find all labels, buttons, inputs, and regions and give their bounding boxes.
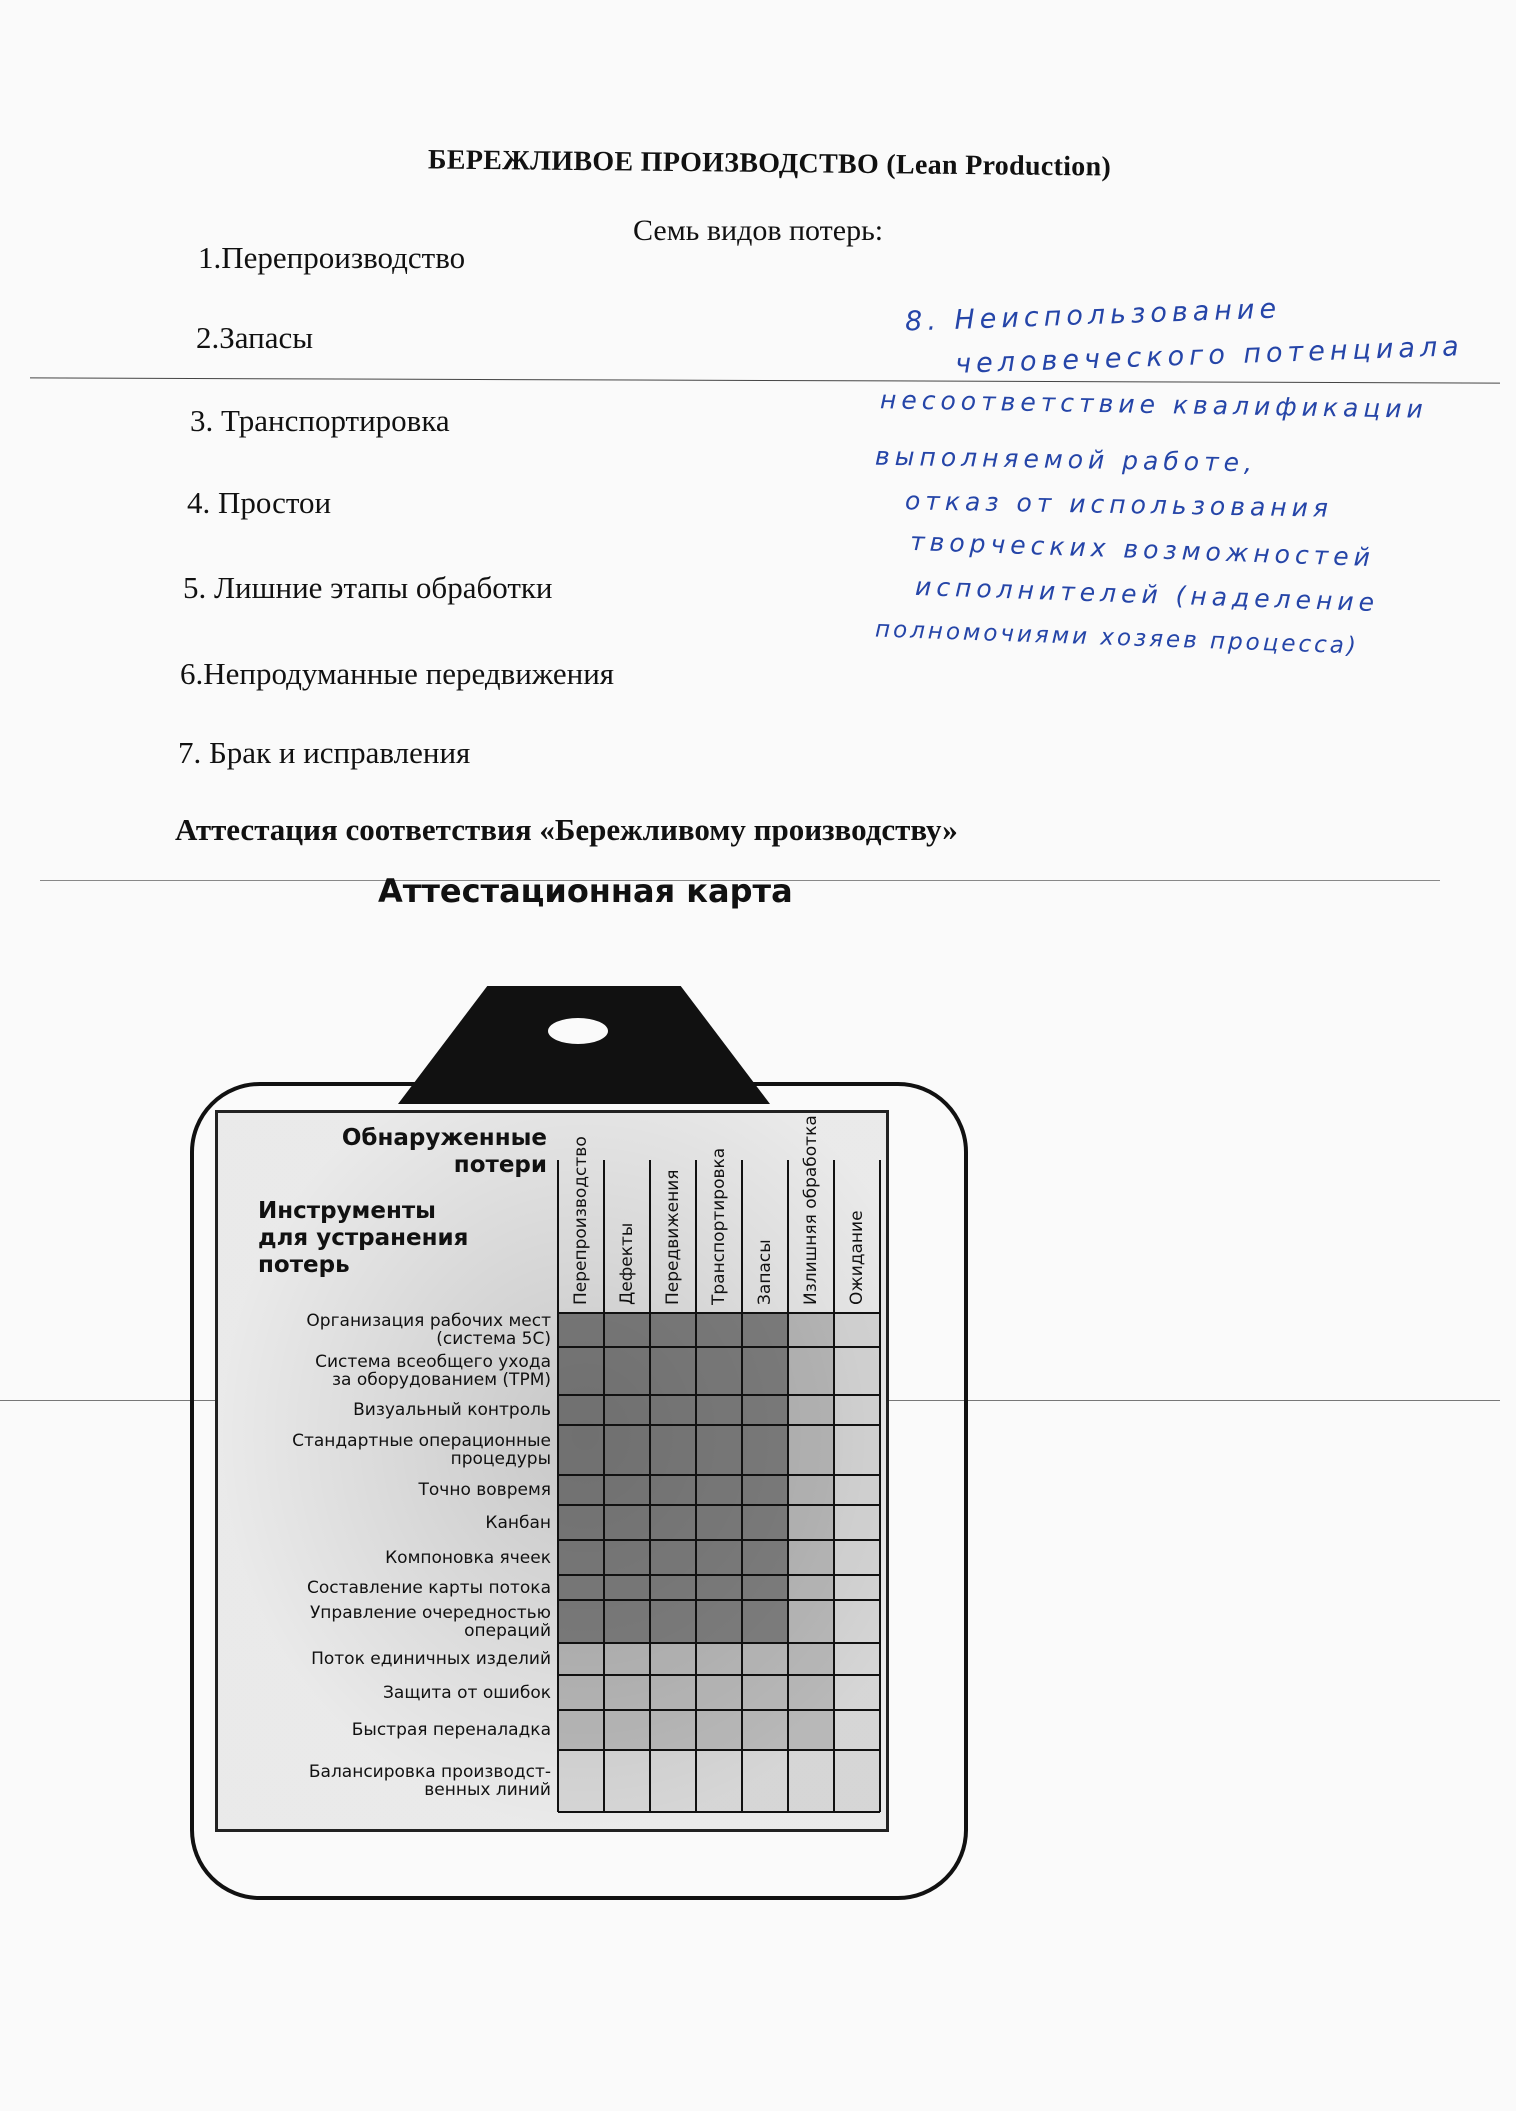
grid-cell — [834, 1425, 880, 1475]
grid-cell — [742, 1600, 788, 1643]
waste-item: 6.Непродуманные передвижения — [180, 656, 615, 691]
column-header: Излишняя обработка — [801, 1115, 821, 1305]
grid-cell — [742, 1575, 788, 1600]
tools-label-line: для устранения — [258, 1225, 469, 1251]
grid-cell — [558, 1540, 604, 1575]
waste-item: 3. Транспортировка — [190, 403, 450, 438]
grid-cell — [834, 1710, 880, 1750]
tool-row-label-line: Защита от ошибок — [383, 1682, 551, 1703]
grid-cell — [650, 1750, 696, 1812]
tool-row-label-line: Визуальный контроль — [353, 1400, 551, 1420]
grid-cell — [604, 1505, 650, 1540]
tool-row-label-line: венных линий — [424, 1780, 551, 1800]
grid-cell — [604, 1475, 650, 1505]
tool-row-label-line: Точно вовремя — [418, 1480, 551, 1500]
grid-cell — [834, 1505, 880, 1540]
grid-cell — [604, 1347, 650, 1395]
tool-row-label-line: за оборудованием (ТРМ) — [331, 1370, 551, 1390]
grid-cell — [696, 1710, 742, 1750]
grid-cell — [558, 1710, 604, 1750]
handwritten-line: исполнителей (наделение — [914, 571, 1380, 618]
tool-row-label-line: Канбан — [485, 1512, 551, 1533]
document-subtitle: Семь видов потерь: — [633, 214, 884, 247]
grid-cell — [650, 1347, 696, 1395]
grid-cell — [742, 1475, 788, 1505]
grid-cell — [696, 1395, 742, 1425]
grid-cell — [742, 1643, 788, 1675]
grid-cell — [604, 1395, 650, 1425]
grid-cell — [742, 1710, 788, 1750]
grid-cell — [788, 1710, 834, 1750]
grid-cell — [650, 1600, 696, 1643]
grid-cell — [742, 1313, 788, 1347]
grid-cell — [834, 1395, 880, 1425]
wastes-label-line: Обнаруженные — [341, 1125, 547, 1151]
grid-cell — [788, 1643, 834, 1675]
grid-cell — [834, 1750, 880, 1812]
grid-cell — [558, 1750, 604, 1812]
grid-cell — [834, 1475, 880, 1505]
grid-cell — [788, 1505, 834, 1540]
grid-cell — [604, 1750, 650, 1812]
grid-cell — [834, 1313, 880, 1347]
column-header: Ожидание — [847, 1210, 867, 1305]
grid-cell — [788, 1347, 834, 1395]
grid-cell — [558, 1475, 604, 1505]
tools-label-line: потерь — [258, 1252, 350, 1278]
grid-cell — [788, 1425, 834, 1475]
grid-cell — [696, 1505, 742, 1540]
grid-cell — [742, 1505, 788, 1540]
grid-cell — [604, 1425, 650, 1475]
tool-row-label-line: Система всеобщего ухода — [315, 1352, 551, 1372]
grid-cell — [558, 1575, 604, 1600]
tool-row-label-line: процедуры — [450, 1449, 551, 1469]
grid-cell — [558, 1313, 604, 1347]
grid-cell — [604, 1710, 650, 1750]
attestation-heading: Аттестация соответствия «Бережливому производству» — [175, 812, 958, 847]
grid-cell — [558, 1600, 604, 1643]
handwritten-line: выполняемой работе, — [874, 441, 1258, 478]
grid-cell — [696, 1750, 742, 1812]
grid-cell — [788, 1395, 834, 1425]
tool-row-label-line: (система 5С) — [436, 1329, 551, 1349]
grid-cell — [696, 1600, 742, 1643]
grid-cell — [650, 1395, 696, 1425]
tool-row-label-line: Поток единичных изделий — [311, 1649, 551, 1669]
tools-label-line: Инструменты — [258, 1198, 436, 1224]
handwritten-line: отказ от использования — [904, 486, 1334, 523]
grid-cell — [696, 1347, 742, 1395]
grid-cell — [650, 1710, 696, 1750]
grid-cell — [650, 1313, 696, 1347]
grid-cell — [834, 1540, 880, 1575]
tool-row-label-line: Компоновка ячеек — [385, 1547, 551, 1568]
grid-cell — [788, 1540, 834, 1575]
waste-item: 2.Запасы — [196, 320, 314, 355]
grid-cell — [696, 1675, 742, 1710]
grid-cell — [650, 1575, 696, 1600]
waste-item: 5. Лишние этапы обработки — [183, 570, 553, 605]
grid-cell — [788, 1675, 834, 1710]
grid-cell — [650, 1475, 696, 1505]
grid-cell — [604, 1575, 650, 1600]
grid-cell — [558, 1643, 604, 1675]
grid-cell — [558, 1505, 604, 1540]
grid-cell — [604, 1675, 650, 1710]
card-title: Аттестационная карта — [378, 872, 793, 910]
grid-cell — [742, 1750, 788, 1812]
grid-cell — [604, 1600, 650, 1643]
column-header: Перепроизводство — [571, 1136, 591, 1305]
grid-cell — [558, 1395, 604, 1425]
grid-cell — [742, 1395, 788, 1425]
handwritten-line: несоответствие квалификации — [879, 385, 1429, 424]
column-header: Передвижения — [663, 1169, 683, 1305]
grid-cell — [742, 1675, 788, 1710]
tool-row-label-line: Быстрая переналадка — [351, 1720, 551, 1740]
column-header: Запасы — [755, 1239, 775, 1305]
grid-cell — [788, 1313, 834, 1347]
column-header: Транспортировка — [709, 1147, 729, 1305]
grid-cell — [650, 1505, 696, 1540]
grid-cell — [696, 1575, 742, 1600]
grid-cell — [650, 1675, 696, 1710]
grid-cell — [834, 1643, 880, 1675]
grid-cell — [834, 1600, 880, 1643]
grid-cell — [650, 1540, 696, 1575]
grid-cell — [788, 1600, 834, 1643]
tool-row-label-line: операций — [464, 1620, 551, 1641]
handwritten-line: 8. Неиспользование — [904, 293, 1282, 338]
grid-cell — [696, 1475, 742, 1505]
handwritten-line: творческих возможностей — [909, 526, 1376, 573]
grid-cell — [742, 1347, 788, 1395]
handwritten-line: человеческого потенциала — [954, 331, 1465, 380]
column-header: Дефекты — [617, 1222, 637, 1305]
grid-cell — [788, 1475, 834, 1505]
tool-row-label-line: Управление очередностью — [309, 1602, 551, 1623]
grid-cell — [834, 1675, 880, 1710]
grid-cell — [604, 1313, 650, 1347]
waste-item: 1.Перепроизводство — [198, 240, 466, 275]
document-title: БЕРЕЖЛИВОЕ ПРОИЗВОДСТВО (Lean Production) — [427, 144, 1112, 183]
grid-cell — [696, 1643, 742, 1675]
grid-cell — [558, 1425, 604, 1475]
wastes-label-line: потери — [453, 1152, 547, 1178]
grid-cell — [742, 1540, 788, 1575]
grid-cell — [834, 1347, 880, 1395]
grid-cell — [788, 1575, 834, 1600]
grid-cell — [742, 1425, 788, 1475]
grid-cell — [696, 1425, 742, 1475]
waste-item: 7. Брак и исправления — [178, 735, 471, 770]
tool-row-label-line: Организация рабочих мест — [306, 1311, 551, 1331]
waste-item: 4. Простои — [187, 485, 332, 520]
tool-row-label-line: Составление карты потока — [306, 1577, 551, 1598]
tool-row-label-line: Стандартные операционные — [292, 1431, 551, 1451]
grid-cell — [650, 1425, 696, 1475]
grid-cell — [558, 1675, 604, 1710]
grid-cell — [696, 1313, 742, 1347]
grid-cell — [696, 1540, 742, 1575]
grid-cell — [604, 1540, 650, 1575]
grid-cell — [558, 1347, 604, 1395]
grid-cell — [834, 1575, 880, 1600]
grid-cell — [788, 1750, 834, 1812]
grid-cell — [604, 1643, 650, 1675]
grid-cell — [650, 1643, 696, 1675]
handwritten-line: полномочиями хозяев процесса) — [874, 616, 1360, 660]
tool-row-label-line: Балансировка производст- — [308, 1762, 551, 1782]
